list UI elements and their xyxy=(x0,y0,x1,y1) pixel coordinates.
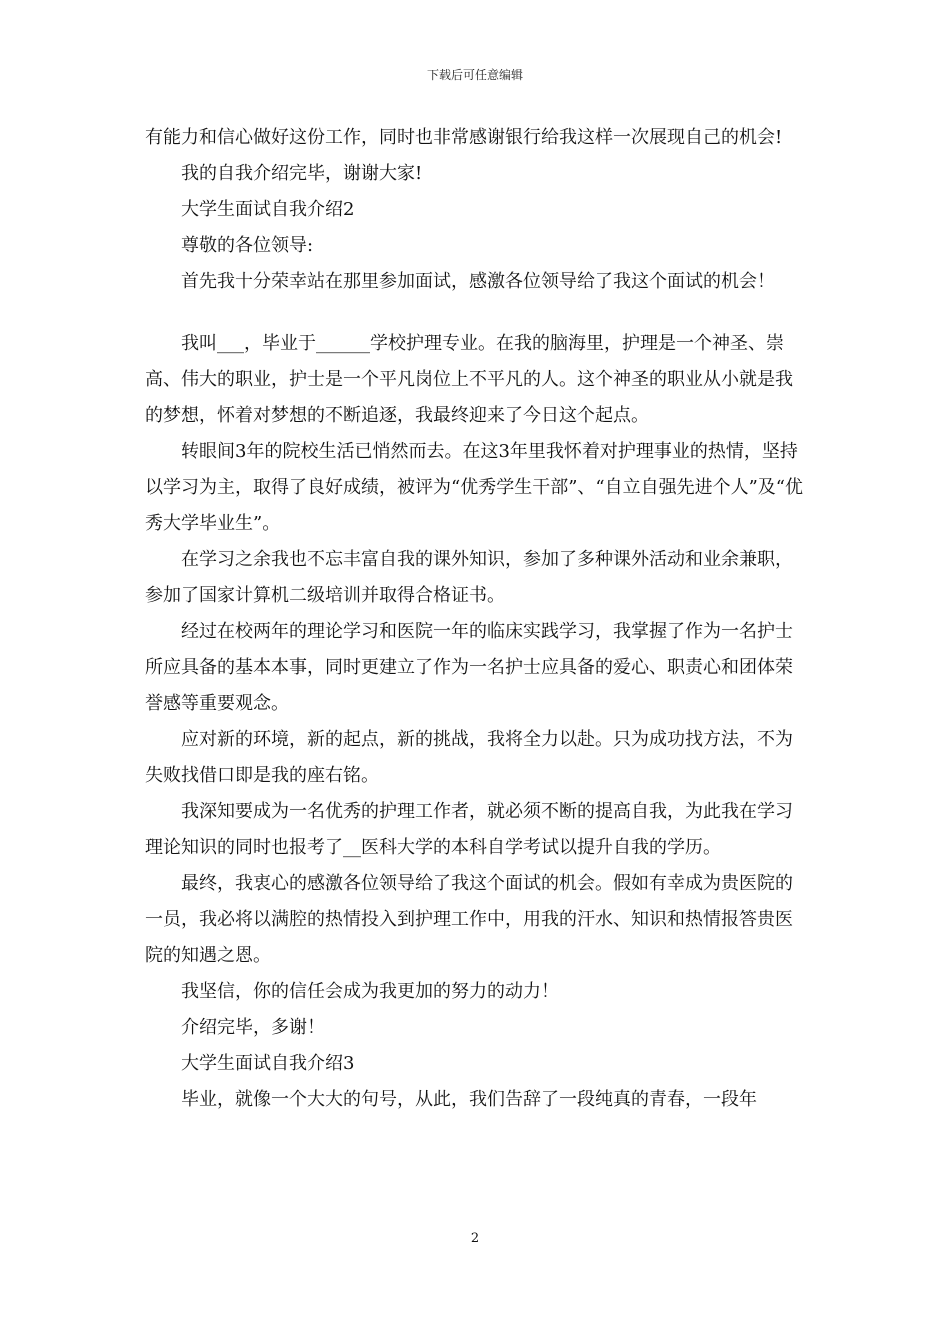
section-heading: 大学生面试自我介绍2 xyxy=(181,199,355,220)
paragraph: 有能力和信心做好这份工作，同时也非常感谢银行给我这样一次展现自己的机会! xyxy=(145,127,783,148)
paragraph: 毕业，就像一个大大的句号，从此，我们告辞了一段纯真的青春，一段年 xyxy=(181,1089,757,1110)
page-header: 下载后可任意编辑 xyxy=(426,68,523,82)
paragraph: 在学习之余我也不忘丰富自我的课外知识，参加了多种课外活动和业余兼职，参加了国家计算机二级培训并取得合格证书。 xyxy=(145,549,793,606)
paragraph: 我的自我介绍完毕，谢谢大家! xyxy=(181,163,423,184)
section-heading: 大学生面试自我介绍3 xyxy=(181,1053,355,1074)
paragraph: 我坚信，你的信任会成为我更加的努力的动力！ xyxy=(181,981,559,1002)
document-body xyxy=(145,120,810,1118)
paragraph: 应对新的环境，新的起点，新的挑战，我将全力以赴。只为成功找方法，不为失败找借口即是我的座右铭。 xyxy=(145,729,793,786)
salutation: 尊敬的各位领导: xyxy=(181,235,314,256)
paragraph: 转眼间3年的院校生活已悄然而去。在这3年里我怀着对护理事业的热情，坚持以学习为主，取得了良好成绩，被评为“优秀学生干部”、“自立自强先进个人”及“优秀大学毕业生”。 xyxy=(145,441,804,534)
paragraph: 经过在校两年的理论学习和医院一年的临床实践学习，我掌握了作为一名护士所应具备的基本本事，同时更建立了作为一名护士应具备的爱心、职责心和团体荣誉感等重要观念。 xyxy=(145,621,793,714)
paragraph: 我叫___，毕业于______学校护理专业。在我的脑海里，护理是一个神圣、崇高、伟大的职业，护士是一个平凡岗位上不平凡的人。这个神圣的职业从小就是我的梦想，怀着对梦想的不断追逐，我最终迎来了今日这个起点。 xyxy=(145,333,793,426)
paragraph: 我深知要成为一名优秀的护理工作者，就必须不断的提高自我，为此我在学习理论知识的同时也报考了__医科大学的本科自学考试以提升自我的学历。 xyxy=(145,801,793,858)
paragraph: 首先我十分荣幸站在那里参加面试，感激各位领导给了我这个面试的机会！ xyxy=(181,271,775,292)
paragraph: 介绍完毕，多谢！ xyxy=(181,1017,325,1038)
page-number: 2 xyxy=(470,1231,480,1246)
paragraph: 最终，我衷心的感激各位领导给了我这个面试的机会。假如有幸成为贵医院的一员，我必将以满腔的热情投入到护理工作中，用我的汗水、知识和热情报答贵医院的知遇之恩。 xyxy=(145,873,793,966)
